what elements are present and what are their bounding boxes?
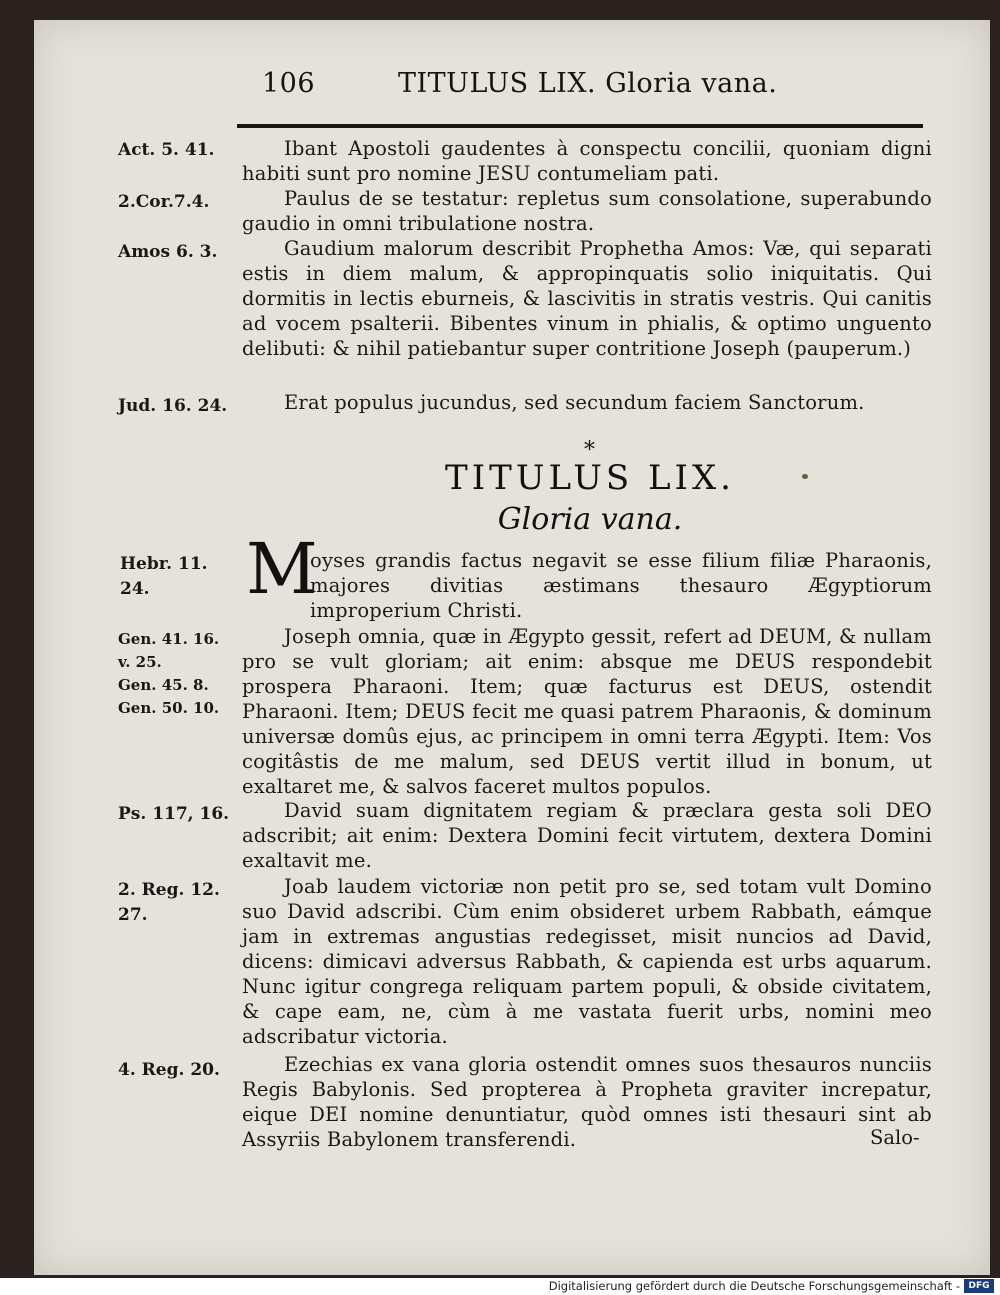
footer-bar <box>0 1278 1000 1295</box>
margin-reference: Amos 6. 3. <box>118 242 218 262</box>
margin-reference: 2. Reg. 12. 27. <box>118 880 220 925</box>
entry-text: Erat populus jucundus, sed secundum faciem Sanctorum. <box>284 391 865 414</box>
margin-reference: 2.Cor.7.4. <box>118 192 210 212</box>
ink-spot <box>802 474 808 479</box>
margin-reference: Jud. 16. 24. <box>118 396 228 416</box>
margin-reference: 4. Reg. 20. <box>118 1060 220 1080</box>
dfg-logo: DFG <box>964 1279 994 1293</box>
entry-text: David suam dignitatem regiam & præclara gesta soli DEO adscribit; ait enim: Dextera Domini fecit virtutem, dextera Domini exaltavit me. <box>242 799 932 872</box>
margin-reference: Ps. 117, 16. <box>118 804 230 824</box>
entry-text: Gaudium malorum describit Prophetha Amos: Væ, qui separati estis in diem malum, & appropinquatis solio iniquitatis. Qui dormitis in lectis eburneis, & lascivitis in stratis vestris. Qui canitis ad vocem psalterii. Bibentes vinum in phialis, & optimo unguento delibuti: & nihil patiebantur super contritione Joseph (pauperum.) <box>242 237 932 360</box>
entry-text: Paulus de se testatur: repletus sum consolatione, superabundo gaudio in omni tribulatione nostra. <box>242 187 932 235</box>
footer-credit: Digitalisierung gefördert durch die Deutsche Forschungsgemeinschaft - <box>548 1279 960 1293</box>
running-title: TITULUS LIX. Gloria vana. <box>398 68 778 99</box>
margin-reference: Gen. 41. 16. v. 25. Gen. 45. 8. Gen. 50. 10. <box>118 630 220 717</box>
entry-text-body: oyses grandis factus negavit se esse filium filiæ Pharaonis, majores divitias æstimans thesauro Ægyptiorum improperium Christi. <box>310 549 932 622</box>
header-rule <box>237 124 923 128</box>
entry-text: Joab laudem victoriæ non petit pro se, sed totam vult Domino suo David adscribi. Cùm enim obsideret urbem Rabbath, eámque jam in extremas angustias redegisset, misit nuncios ad David, dicens: dimicavi adversus Rabbath, & capienda est urbs aquarum. Nunc igitur congrega reliquam partem populi, & obside civitatem, & cape eam, ne, cùm à me vastata fuerit urbs, nomini meo adscribatur victoria. <box>242 875 932 1048</box>
entry-text: Joseph omnia, quæ in Ægypto gessit, refert ad DEUM, & nullam pro se vult gloriam; ait enim: absque me DEUS respondebit prospera Pharaoni. Item; quæ facturus est DEUS, ostendit Pharaoni. Item; DEUS fecit me quasi patrem Pharaonis, & dominum universæ domûs ejus, ac principem in omni terra Ægypti. Item: Vos cogitâstis de me malum, sed DEUS vertit illud in bonum, ut exaltaret me, & salvos faceret multos populos. <box>242 625 932 798</box>
entry-text: Ezechias ex vana gloria ostendit omnes suos thesauros nunciis Regis Babylonis. Sed propterea à Propheta graviter increpatur, eique DEI nomine denuntiatur, quòd omnes isti thesauri sint ab Assyriis Babylonem transferendi. <box>242 1053 932 1151</box>
margin-reference: Act. 5. 41. <box>118 140 215 160</box>
margin-reference: Hebr. 11. 24. <box>120 554 208 599</box>
section-title: TITULUS LIX. <box>445 458 735 498</box>
section-subtitle: Gloria vana. <box>497 502 683 537</box>
page-header <box>230 62 910 102</box>
title-asterisk: * <box>584 438 595 463</box>
catchword: Salo- <box>870 1126 920 1149</box>
entry-text: Ibant Apostoli gaudentes à conspectu concilii, quoniam digni habiti sunt pro nomine JESU contumeliam pati. <box>242 137 932 185</box>
entry-text <box>242 548 932 623</box>
drop-capital: M <box>246 528 318 610</box>
page-number: 106 <box>262 68 316 99</box>
